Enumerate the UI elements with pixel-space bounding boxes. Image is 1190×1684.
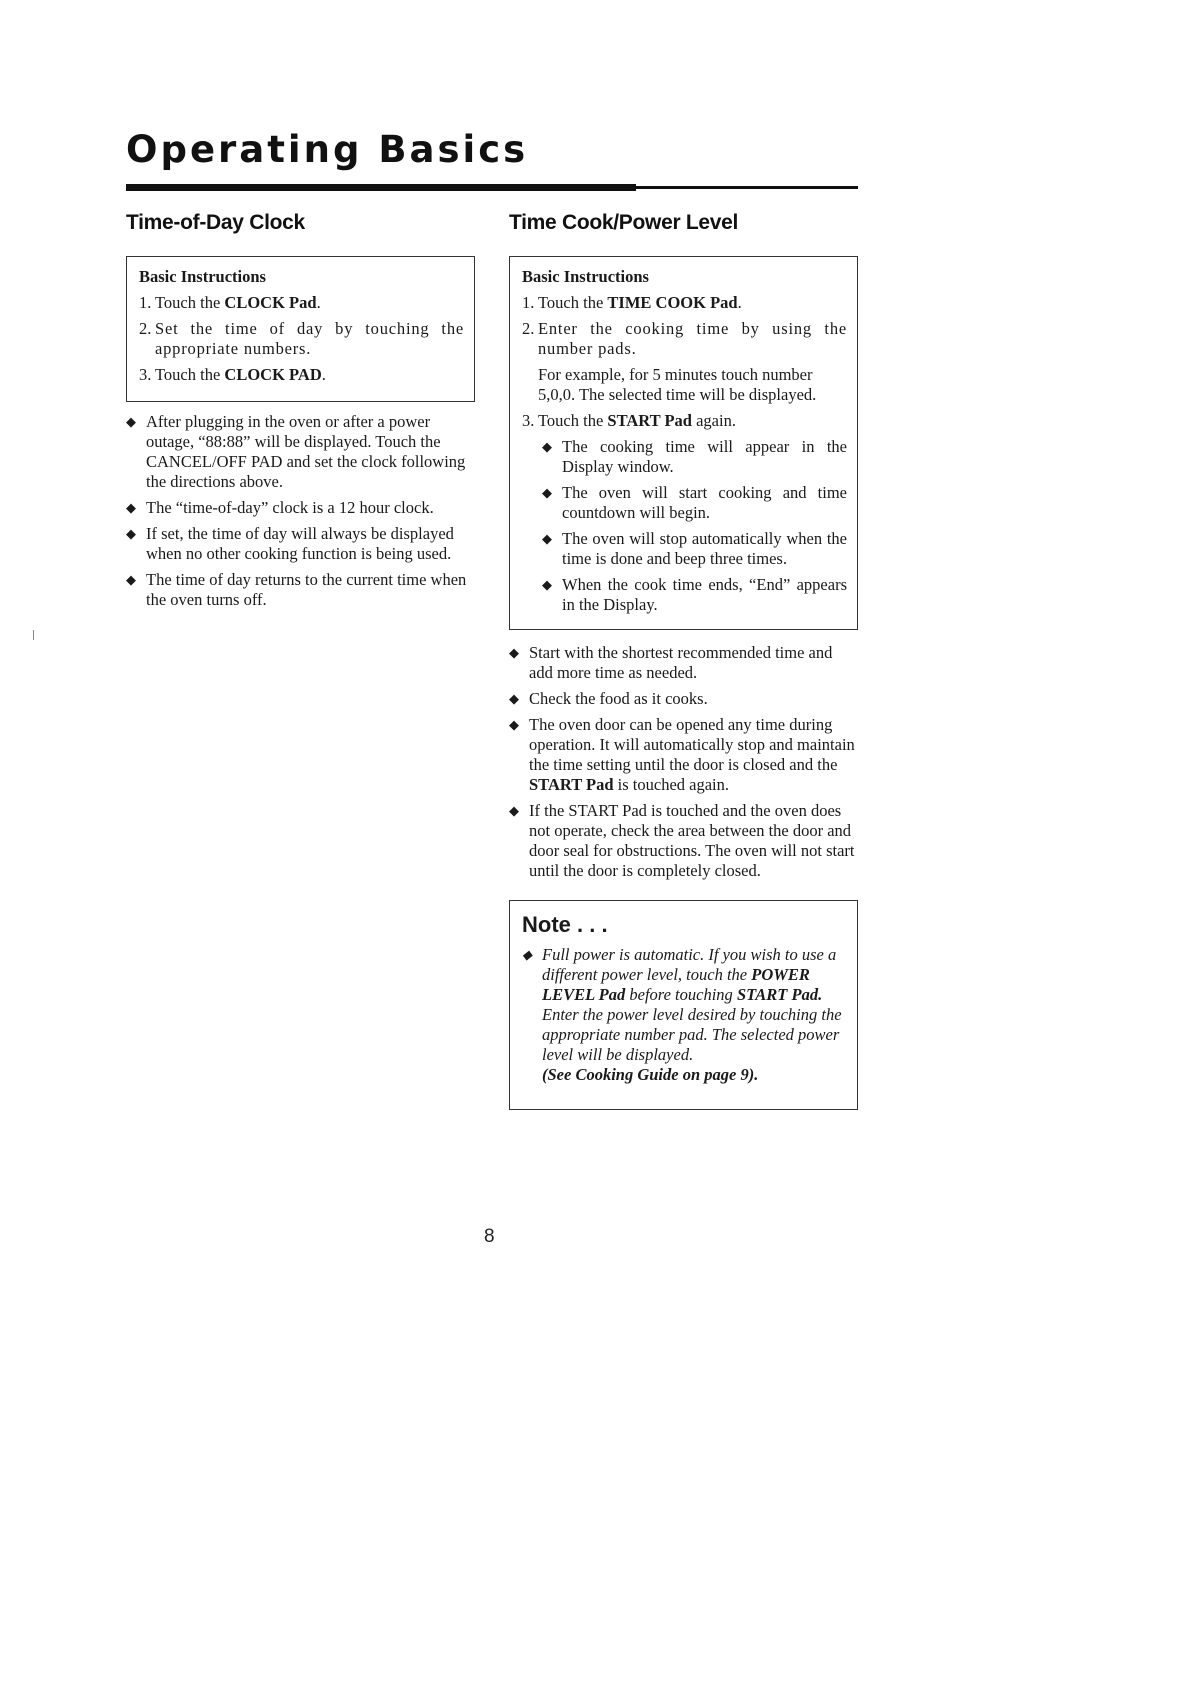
black-diamond-icon: ◆ (126, 572, 136, 587)
black-diamond-icon: ◆ (126, 414, 136, 429)
pad-name: CLOCK PAD (224, 365, 322, 384)
page-title: Operating Basics (126, 128, 529, 171)
step-text: Enter the cooking time by using the number pads. (538, 319, 847, 358)
pad-name: START Pad (529, 775, 614, 794)
step-1 (522, 293, 847, 313)
black-diamond-icon: ◆ (509, 691, 519, 706)
black-diamond-icon: ◆ (542, 485, 552, 500)
step-text: Touch the (538, 411, 608, 430)
note-text-1: Full power is automatic. If you wish to use a different power level, touch the (542, 945, 837, 984)
bullet-text: If the START Pad is touched and the oven does not operate, check the area between the door and door seal for obstructions. The oven will not start until the door is completely closed. (529, 801, 855, 880)
clock-instructions-box (126, 256, 475, 402)
step-text-end: . (321, 365, 326, 384)
time-cook-tips-list (509, 643, 858, 887)
step-text-end: . (316, 293, 321, 312)
section-heading-time-cook: Time Cook/Power Level (509, 211, 739, 234)
pad-name: START Pad (607, 411, 692, 430)
pad-name: TIME COOK Pad (607, 293, 738, 312)
bullet-text: The time of day returns to the current time when the oven turns off. (146, 570, 467, 609)
step-number: 1. (139, 293, 152, 312)
section-heading-clock: Time-of-Day Clock (126, 211, 305, 234)
black-diamond-icon: ◆ (522, 947, 532, 962)
title-rule-thick (126, 184, 636, 191)
black-diamond-icon: ◆ (126, 526, 136, 541)
box-heading: Basic Instructions (139, 267, 266, 286)
list-item (126, 524, 471, 564)
note-box (509, 900, 858, 1110)
list-item (542, 529, 847, 569)
black-diamond-icon: ◆ (542, 531, 552, 546)
step-3-details-list (542, 437, 847, 615)
step-number: 2. (139, 319, 152, 338)
step-number: 3. (139, 365, 152, 384)
bullet-text: The oven will stop automatically when the time is done and beep three times. (562, 529, 847, 568)
pad-name: CLOCK Pad (224, 293, 317, 312)
note-heading: Note . . . (522, 912, 608, 937)
pad-name: POWER LEVEL Pad (542, 965, 810, 1004)
pad-name: START Pad. (736, 985, 823, 1004)
note-text (542, 945, 843, 1065)
list-item (542, 575, 847, 615)
list-item (509, 643, 858, 683)
step-text-end: . (737, 293, 742, 312)
bullet-text: Check the food as it cooks. (529, 689, 708, 708)
list-item (542, 437, 847, 477)
list-item (126, 498, 471, 518)
title-rule-thin (636, 186, 858, 189)
step-number: 2. (522, 319, 535, 338)
bullet-text: After plugging in the oven or after a power outage, “88:88” will be displayed. Touch the CANCEL/OFF PAD and set the clock following the directions above. (146, 412, 466, 491)
bullet-text: The cooking time will appear in the Display window. (562, 437, 847, 476)
box-heading: Basic Instructions (522, 267, 649, 286)
list-item (542, 483, 847, 523)
bullet-text: Start with the shortest recommended time and add more time as needed. (529, 643, 833, 682)
step-1 (139, 293, 464, 313)
black-diamond-icon: ◆ (126, 500, 136, 515)
example-text: For example, for 5 minutes touch number 5,0,0. The selected time will be displayed. (538, 365, 817, 404)
bullet-text: The “time-of-day” clock is a 12 hour clock. (146, 498, 434, 517)
step-2 (522, 319, 847, 359)
list-item (509, 801, 858, 881)
list-item (126, 412, 471, 492)
note-text-2: before touching (625, 985, 737, 1004)
step-text: Touch the (155, 365, 225, 384)
step-3 (522, 411, 847, 431)
black-diamond-icon: ◆ (542, 577, 552, 592)
note-text-3: Enter the power level desired by touching the appropriate number pad. The selected power level will be displayed. (542, 1005, 842, 1064)
black-diamond-icon: ◆ (509, 645, 519, 660)
page-number: 8 (484, 1226, 495, 1247)
step-text-end: again. (691, 411, 736, 430)
bullet-text-end: is touched again. (613, 775, 730, 794)
list-item (509, 715, 858, 795)
step-number: 3. (522, 411, 535, 430)
bullet-text: The oven door can be opened any time during operation. It will automatically stop and maintain the time setting until the door is closed and the (529, 715, 855, 774)
step-2 (139, 319, 464, 359)
black-diamond-icon: ◆ (509, 717, 519, 732)
bullet-text: When the cook time ends, “End” appears in the Display. (562, 575, 847, 614)
bullet-text: The oven will start cooking and time countdown will begin. (562, 483, 847, 522)
note-body (522, 945, 843, 1085)
list-item (126, 570, 471, 610)
step-number: 1. (522, 293, 535, 312)
time-cook-instructions-box (509, 256, 858, 630)
black-diamond-icon: ◆ (509, 803, 519, 818)
step-text: Set the time of day by touching the appropriate numbers. (155, 319, 464, 358)
step-text: Touch the (538, 293, 608, 312)
list-item (509, 689, 858, 709)
note-page-reference: (See Cooking Guide on page 9). (542, 1065, 759, 1084)
bullet-text: If set, the time of day will always be displayed when no other cooking function is being used. (146, 524, 454, 563)
step-text: Touch the (155, 293, 225, 312)
step-3 (139, 365, 464, 385)
clock-notes-list (126, 412, 471, 616)
black-diamond-icon: ◆ (542, 439, 552, 454)
margin-tick (33, 630, 34, 640)
